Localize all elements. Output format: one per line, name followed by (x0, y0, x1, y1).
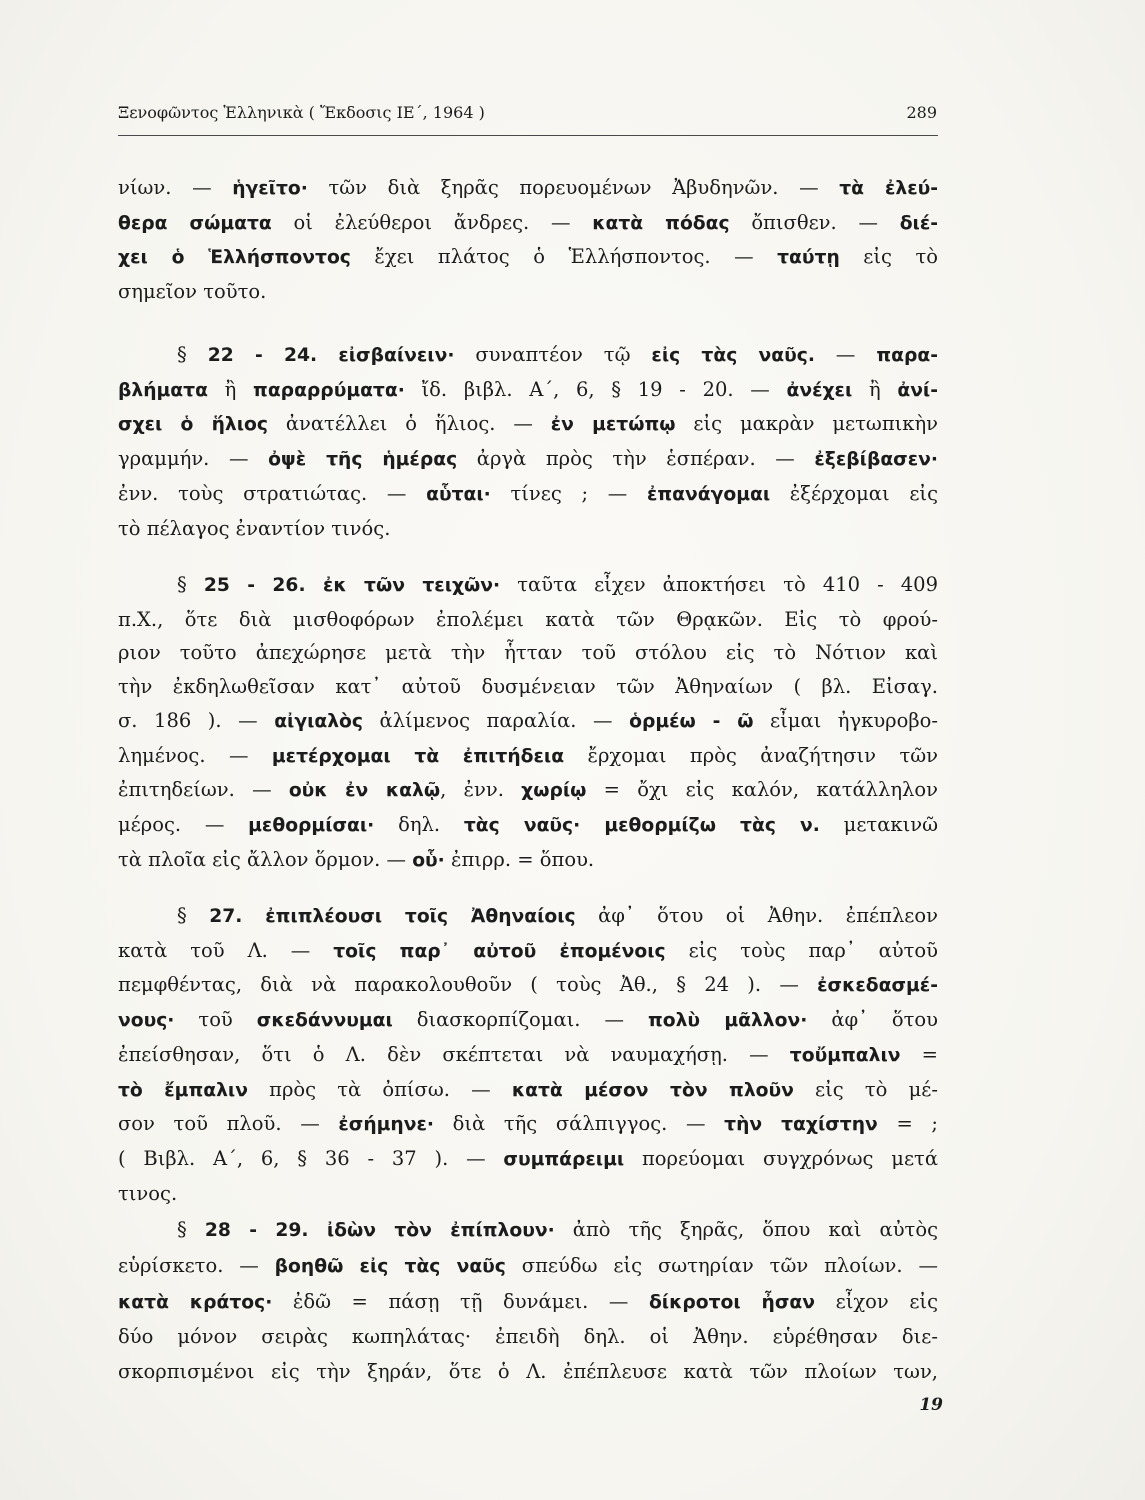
gloss-text: πορεύομαι συγχρόνως μετά (624, 1146, 939, 1170)
bold-lemma: ἡγεῖτο· (232, 178, 308, 199)
gloss-text: ἐπιρρ. = ὅπου. (444, 847, 595, 871)
gloss-text: εἶμαι ἠγκυροβο- (753, 708, 938, 732)
text-line (118, 1285, 938, 1321)
text-line (118, 1107, 938, 1142)
gloss-text: ἔρχομαι πρὸς ἀναζήτησιν τῶν (564, 743, 938, 767)
gloss-text: π.Χ., ὅτε διὰ μισθοφόρων ἐπολέμει κατὰ τῶν Θρᾳκῶν. Εἰς τὸ φρού- (118, 607, 938, 631)
bold-lemma: κατὰ πόδας (592, 212, 730, 234)
gloss-text: σ. 186 ). — (118, 708, 275, 732)
gloss-text: ἀλίμενος παραλία. — (362, 708, 630, 732)
bold-lemma: τὸ ἔμπαλιν (118, 1079, 248, 1101)
text-line (118, 1213, 938, 1249)
text-line (118, 603, 938, 637)
bold-lemma: ὁρμέω - ῶ (629, 710, 754, 732)
bold-lemma: τὰς ναῦς· μεθορμίζω τὰς ν. (463, 814, 820, 836)
bold-lemma: συμπάρειμι (503, 1148, 625, 1170)
gloss-text: τὴν ἐκδηλωθεῖσαν κατ᾿ αὐτοῦ δυσμένειαν τῶν Ἀθηναίων ( βλ. Εἰσαγ. (118, 675, 938, 699)
bold-lemma: τὴν ταχίστην (724, 1114, 878, 1136)
gloss-text: ἀργὰ πρὸς τὴν ἑσπέραν. — (457, 447, 815, 471)
bold-lemma: βοηθῶ εἰς τὰς ναῦς (274, 1255, 506, 1277)
gloss-text: ταῦτα εἶχεν ἀποκτήσει τὸ 410 - 409 (500, 573, 938, 596)
gloss-text: διασκορπίζομαι. — (392, 1008, 648, 1032)
text-line (118, 1142, 938, 1177)
text-line (118, 206, 938, 241)
bold-lemma: ὀψὲ τῆς ἡμέρας (268, 449, 458, 471)
bold-lemma: χωρίῳ (521, 780, 587, 802)
text-line (118, 1073, 938, 1108)
gloss-text: § (177, 904, 210, 927)
text-line (118, 568, 938, 603)
gloss-text: τῶν διὰ ξηρᾶς πορευομένων Ἀβυδηνῶν. — (307, 176, 840, 199)
gloss-text: ἀπὸ τῆς ξηρᾶς, ὅπου καὶ αὐτὸς (554, 1218, 938, 1241)
gloss-text: ἐπιτηδείων. — (118, 778, 289, 802)
gloss-text: ριον τοῦτο ἀπεχώρησε μετὰ τὴν ἧτταν τοῦ στόλου εἰς τὸ Νότιον καὶ (118, 641, 938, 665)
text-line (118, 934, 938, 969)
text-line (118, 512, 938, 546)
gloss-text: τοῦ (174, 1008, 257, 1032)
gloss-text: = ὄχι εἰς καλόν, κατάλληλον (586, 778, 939, 802)
gloss-text: σκορπισμένοι εἰς τὴν ξηράν, ὅτε ὁ Λ. ἐπέπλευσε κατὰ τῶν πλοίων των, (118, 1360, 938, 1384)
bold-lemma: ἀνέχει (786, 379, 853, 401)
bold-lemma: 22 - 24. εἰσβαίνειν· (207, 345, 455, 366)
gloss-text: ἐδῶ = πάσῃ τῇ δυνάμει. — (272, 1289, 649, 1313)
gloss-text: § (177, 343, 208, 366)
gloss-text: ἀνατέλλει ὁ ἥλιος. — (267, 412, 551, 436)
gloss-text: σπεύδω εἰς σωτηρίαν τῶν πλοίων. — (505, 1253, 938, 1277)
bold-lemma: 25 - 26. ἐκ τῶν τειχῶν· (203, 575, 501, 596)
bold-lemma: παρα- (876, 345, 938, 366)
bold-lemma: ἀνί- (897, 379, 938, 401)
bold-lemma: οὗ· (412, 849, 445, 871)
gloss-text: ἐνν. τοὺς στρατιώτας. — (118, 481, 427, 505)
text-line (118, 808, 938, 843)
gloss-text: ἐξέρχομαι εἰς (770, 481, 938, 505)
bold-lemma: πολὺ μᾶλλον· (647, 1010, 808, 1032)
gloss-text: = (900, 1042, 938, 1066)
text-line (118, 704, 938, 739)
gloss-text: § (177, 1218, 205, 1241)
bold-lemma: σκεδάννυμαι (256, 1010, 393, 1032)
gloss-text: σημεῖον τοῦτο. (118, 280, 267, 304)
bold-lemma: κατὰ κράτος· (118, 1291, 273, 1313)
signature-mark: 19 (919, 1395, 943, 1415)
gloss-text: νίων. — (118, 176, 233, 199)
paragraph (118, 1213, 938, 1390)
gloss-text: ἴδ. βιβλ. Α΄, 6, § 19 - 20. — (404, 377, 787, 401)
gloss-text: μετακινῶ (819, 812, 938, 836)
gloss-text: μέρος. — (118, 812, 249, 836)
bold-lemma: εἰς τὰς ναῦς. (651, 345, 815, 366)
bold-lemma: ἐσκεδασμέ- (817, 975, 938, 997)
bold-lemma: θερα σώματα (118, 212, 272, 234)
bold-lemma: ἐν μετώπῳ (550, 414, 676, 436)
page-number: 289 (906, 103, 937, 122)
gloss-text: = ; (877, 1112, 938, 1136)
running-header-title: Ξενοφῶντος Ἑλληνικὰ ( Ἔκδοσις ΙΕ΄, 1964 ) (118, 103, 485, 122)
gloss-text: διὰ τῆς σάλπιγγος. — (433, 1112, 725, 1136)
gloss-text: ἀφ᾿ ὅτου οἱ Ἀθην. ἐπέπλεον (575, 904, 939, 927)
gloss-text: — (814, 343, 877, 366)
text-line (118, 275, 938, 309)
gloss-text: τίνες ; — (490, 481, 647, 505)
bold-lemma: ἐσήμηνε· (338, 1114, 434, 1136)
paragraph (118, 338, 938, 545)
gloss-text: σον τοῦ πλοῦ. — (118, 1112, 339, 1136)
bold-lemma: αὗται· (426, 483, 491, 505)
gloss-text: εἶχον εἰς (815, 1289, 938, 1313)
text-line (118, 240, 938, 275)
text-line (118, 1355, 938, 1390)
gloss-text: συναπτέον τῷ (454, 343, 652, 366)
gloss-text: πρὸς τὰ ὀπίσω. — (247, 1077, 512, 1101)
text-line (118, 899, 938, 934)
bold-lemma: αἰγιαλὸς (274, 710, 363, 732)
text-line (118, 477, 938, 512)
gloss-text: ἀφ᾿ ὅτου (807, 1008, 938, 1032)
text-line (118, 338, 938, 373)
bold-lemma: 28 - 29. ἰδὼν τὸν ἐπίπλουν· (204, 1220, 555, 1241)
text-line (118, 1320, 938, 1355)
gloss-text: δύο μόνον σειρὰς κωπηλάτας· ἐπειδὴ δηλ. οἱ Ἀθην. εὑρέθησαν διε- (118, 1325, 938, 1349)
gloss-text: , ἐνν. (440, 778, 522, 802)
bold-lemma: τὰ ἐλεύ- (839, 178, 938, 199)
bold-lemma: παραρρύματα· (253, 379, 405, 401)
text-line (118, 843, 938, 878)
paragraph (118, 899, 938, 1210)
bold-lemma: ἐπανάγομαι (646, 483, 771, 505)
gloss-text: ὄπισθεν. — (729, 210, 900, 234)
gloss-text: § (177, 573, 204, 596)
bold-lemma: χει ὁ Ἑλλήσποντος (118, 247, 351, 269)
gloss-text: ἔχει πλάτος ὁ Ἑλλήσποντος. — (350, 245, 778, 269)
text-line (118, 1177, 938, 1211)
gloss-text: εἰς τὸ (839, 245, 938, 269)
bold-lemma: κατὰ μέσον τὸν πλοῦν (511, 1079, 794, 1101)
text-line (118, 373, 938, 408)
text-line (118, 1003, 938, 1038)
bold-lemma: τοὔμπαλιν (789, 1044, 901, 1066)
bold-lemma: μεθορμίσαι· (248, 814, 375, 836)
bold-lemma: 27. ἐπιπλέουσι τοῖς Ἀθηναίοις (209, 906, 576, 927)
text-line (118, 171, 938, 206)
bold-lemma: βλήματα (118, 379, 208, 401)
text-line (118, 968, 938, 1003)
text-line (118, 739, 938, 774)
gloss-text: τὰ πλοῖα εἰς ἄλλον ὅρμον. — (118, 847, 413, 871)
bold-lemma: τοῖς παρ᾿ αὐτοῦ ἐπομένοις (333, 940, 666, 962)
text-line (118, 1249, 938, 1285)
gloss-text: ἢ (852, 377, 898, 401)
paragraph (118, 171, 938, 309)
bold-lemma: ταύτῃ (777, 247, 840, 269)
gloss-text: γραμμήν. — (118, 447, 269, 471)
gloss-text: τὸ πέλαγος ἐναντίον τινός. (118, 516, 391, 540)
text-line (118, 773, 938, 808)
bold-lemma: οὐκ ἐν καλῷ (288, 780, 441, 802)
gloss-text: πεμφθέντας, διὰ νὰ παρακολουθοῦν ( τοὺς Ἀθ., § 24 ). — (118, 973, 818, 997)
paragraph (118, 568, 938, 877)
gloss-text: οἱ ἐλεύθεροι ἄνδρες. — (271, 210, 593, 234)
text-line (118, 1038, 938, 1073)
bold-lemma: νους· (118, 1010, 175, 1032)
bold-lemma: δίκροτοι ἦσαν (648, 1291, 816, 1313)
text-line (118, 407, 938, 442)
text-line (118, 670, 938, 704)
bold-lemma: σχει ὁ ἥλιος (118, 414, 268, 436)
gloss-text: δηλ. (374, 812, 464, 836)
gloss-text: τινος. (118, 1181, 178, 1205)
bold-lemma: μετέρχομαι τὰ ἐπιτήδεια (271, 745, 565, 767)
gloss-text: εὑρίσκετο. — (118, 1253, 275, 1277)
gloss-text: ἢ (207, 377, 254, 401)
bold-lemma: ἐξεβίβασεν· (814, 449, 938, 471)
gloss-text: ἐπείσθησαν, ὅτι ὁ Λ. δὲν σκέπτεται νὰ ναυμαχήσῃ. — (118, 1042, 790, 1066)
gloss-text: ( Βιβλ. Α΄, 6, § 36 - 37 ). — (118, 1146, 504, 1170)
gloss-text: εἰς μακρὰν μετωπικὴν (675, 412, 939, 436)
gloss-text: λημένος. — (118, 743, 272, 767)
text-line (118, 636, 938, 670)
gloss-text: εἰς τοὺς παρ᾿ αὐτοῦ (665, 938, 938, 962)
gloss-text: εἰς τὸ μέ- (793, 1077, 938, 1101)
bold-lemma: διέ- (899, 212, 938, 234)
text-line (118, 442, 938, 477)
gloss-text: κατὰ τοῦ Λ. — (118, 938, 334, 962)
